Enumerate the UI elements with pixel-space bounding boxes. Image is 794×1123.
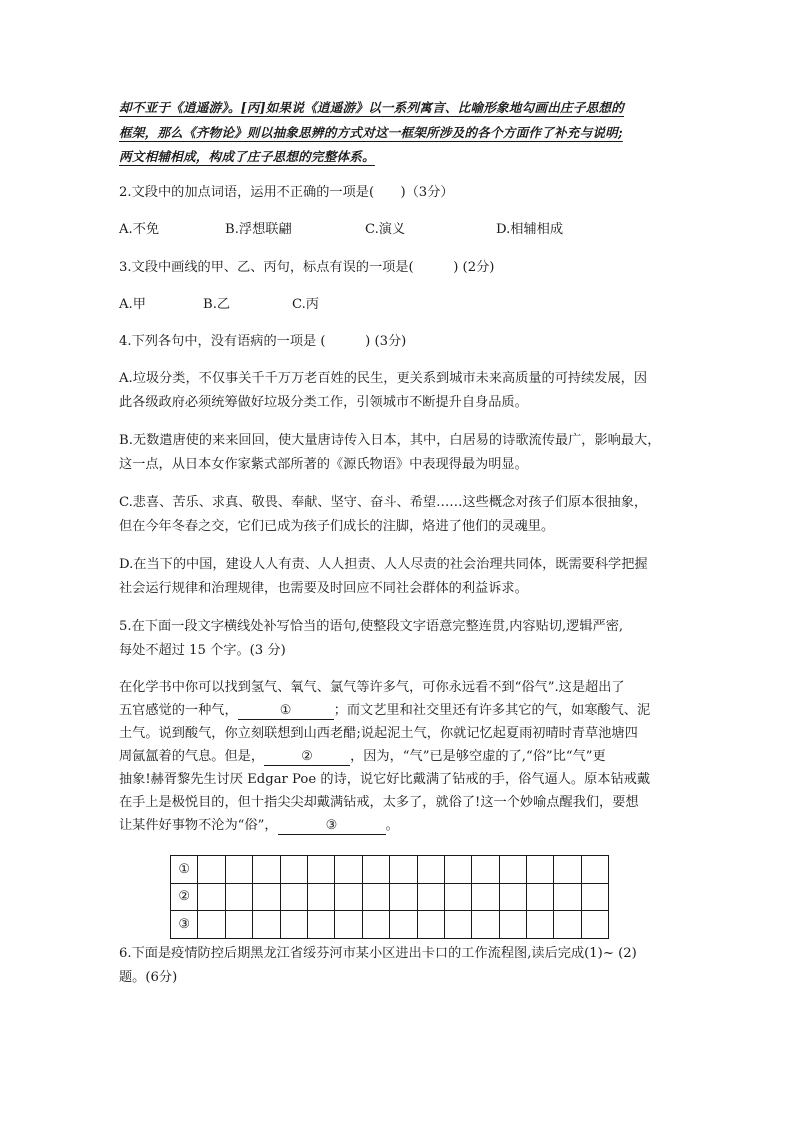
answer-cell[interactable] [444,883,471,911]
answer-cell[interactable] [499,856,526,884]
answer-cell[interactable] [444,856,471,884]
question-6-stem-line-2: 题。(6分) [119,970,178,985]
answer-cell[interactable] [499,883,526,911]
answer-cell[interactable] [198,883,225,911]
q4-option-b-line-1: B.无数遣唐使的来来回回，使大量唐诗传入日本，其中，白居易的诗歌流传最广，影响最大， [119,433,661,448]
answer-cell[interactable] [390,911,417,939]
answer-cell[interactable] [444,911,471,939]
question-3-stem: 3.文段中画线的甲、乙、丙句，标点有误的一项是( ) (2分) [119,260,495,275]
answer-grid-row-label: ① [171,856,198,884]
answer-cell[interactable] [307,911,334,939]
answer-cell[interactable] [198,856,225,884]
q2-option-b: B.浮想联翩 [225,222,292,237]
answer-blank-3[interactable]: ③ [278,818,386,835]
passage-line-1: 却不亚于《逍遥游》。[丙]如果说《逍遥游》以一系列寓言、比喻形象地勾画出庄子思想的 [119,100,624,115]
question-2-stem: 2.文段中的加点词语，运用不正确的一项是( )（3分） [119,185,454,200]
answer-cell[interactable] [335,911,362,939]
answer-cell[interactable] [527,883,554,911]
answer-cell[interactable] [280,856,307,884]
q5-passage-line-4-end: ，因为，“气”已是够空虚的了,“俗”比“气”更 [350,749,606,764]
q4-option-a-line-1: A.垃圾分类，不仅事关千千万万老百姓的民生，更关系到城市未来高质量的可持续发展，因 [119,371,648,386]
answer-cell[interactable] [554,911,581,939]
answer-blank-1[interactable]: ① [238,703,334,720]
q3-option-b: B.乙 [203,297,231,312]
q4-option-c-line-1: C.悲喜、苦乐、求真、敬畏、奉献、坚守、奋斗、希望……这些概念对孩子们原本很抽象， [119,495,648,510]
answer-grid-row-label: ② [171,883,198,911]
answer-cell[interactable] [472,911,499,939]
q2-option-d: D.相辅相成 [496,222,564,237]
answer-cell[interactable] [362,883,389,911]
answer-cell[interactable] [554,883,581,911]
passage-line-2: 框架，那么《齐物论》则以抽象思辨的方式对这一框架所涉及的各个方面作了补充与说明; [119,125,623,140]
answer-cell[interactable] [472,883,499,911]
answer-cell[interactable] [253,856,280,884]
answer-cell[interactable] [280,883,307,911]
answer-cell[interactable] [307,883,334,911]
q5-passage-line-1: 在化学书中你可以找到氢气、氧气、氯气等许多气，可你永远看不到“俗气”.这是超出了 [119,680,625,695]
answer-grid-row-1 [171,856,609,884]
answer-cell[interactable] [390,883,417,911]
answer-cell[interactable] [417,911,444,939]
q5-passage-line-6: 在手上是极悦目的，但十指尖尖却戴满钻戒，太多了，就俗了!这一个妙喻点醒我们，要想 [119,795,639,810]
answer-cell[interactable] [253,883,280,911]
answer-cell[interactable] [527,911,554,939]
answer-cell[interactable] [225,911,252,939]
answer-cell[interactable] [472,856,499,884]
q5-passage-line-2-end: ；而文艺里和社交里还有许多其它的气，如寒酸气、泥 [333,703,651,718]
q4-option-a-line-2: 此各级政府必须统筹做好垃圾分类工作，引领城市不断提升自身品质。 [119,395,528,410]
q5-passage-line-4-start: 周氤氲着的气息。但是， [119,749,265,764]
answer-cell[interactable] [362,911,389,939]
q5-passage-line-7-end: 。 [385,818,399,833]
answer-cell[interactable] [499,911,526,939]
q5-passage-line-7 [119,816,399,836]
passage-line-3: 两文相辅相成，构成了庄子思想的完整体系。 [119,149,375,164]
q4-option-d-line-2: 社会运行规律和治理规律，也需要及时回应不同社会群体的利益诉求。 [119,581,528,596]
q4-option-b-line-2: 这一点，从日本女作家紫式部所著的《源氏物语》中表现得最为明显。 [119,457,528,472]
answer-blank-2[interactable]: ② [264,749,350,766]
question-6-stem-line-1: 6.下面是疫情防控后期黑龙江省绥芬河市某小区进出卡口的工作流程图,读后完成(1)~ (2) [119,946,637,961]
q5-passage-line-7-start: 让某件好事物不沦为“俗”， [119,818,278,833]
answer-grid [170,855,609,939]
answer-cell[interactable] [554,856,581,884]
answer-cell[interactable] [417,883,444,911]
q2-option-a: A.不免 [119,222,160,237]
q4-option-c-line-2: 但在今年冬春之交，它们已成为孩子们成长的注脚，烙进了他们的灵魂里。 [119,519,555,534]
answer-cell[interactable] [335,856,362,884]
answer-cell[interactable] [390,856,417,884]
answer-cell[interactable] [581,911,608,939]
q5-passage-line-2 [119,701,650,721]
question-5-stem-line-1: 5.在下面一段文字横线处补写恰当的语句,使整段文字语意完整连贯,内容贴切,逻辑严密, [119,619,624,634]
q5-passage-line-5: 抽象!赫胥黎先生讨厌 Edgar Poe 的诗，说它好比戴满了钻戒的手，俗气逼人。原本钻戒戴 [119,772,651,787]
q2-option-c: C.演义 [365,222,406,237]
answer-cell[interactable] [280,911,307,939]
answer-grid-row-label: ③ [171,911,198,939]
answer-grid-row-3 [171,911,609,939]
answer-cell[interactable] [307,856,334,884]
q5-passage-line-4 [119,747,606,767]
answer-cell[interactable] [335,883,362,911]
answer-cell[interactable] [362,856,389,884]
answer-cell[interactable] [581,856,608,884]
answer-grid-row-2 [171,883,609,911]
answer-cell[interactable] [198,911,225,939]
q3-option-a: A.甲 [119,297,146,312]
q5-passage-line-2-start: 五官感觉的一种气， [119,703,238,718]
q4-option-d-line-1: D.在当下的中国，建设人人有责、人人担责、人人尽责的社会治理共同体，既需要科学把握 [119,557,648,572]
q5-passage-line-3: 土气。说到酸气，你立刻联想到山西老醋;说起泥土气，你就记忆起夏雨初晴时青草池塘四 [119,726,638,741]
answer-cell[interactable] [527,856,554,884]
answer-cell[interactable] [581,883,608,911]
answer-cell[interactable] [225,856,252,884]
answer-cell[interactable] [417,856,444,884]
answer-cell[interactable] [225,883,252,911]
q3-option-c: C.丙 [292,297,319,312]
question-5-stem-line-2: 每处不超过 15 个字。(3 分) [119,643,286,658]
question-4-stem: 4.下列各句中，没有语病的一项是 ( ) (3分) [119,334,407,349]
answer-cell[interactable] [253,911,280,939]
